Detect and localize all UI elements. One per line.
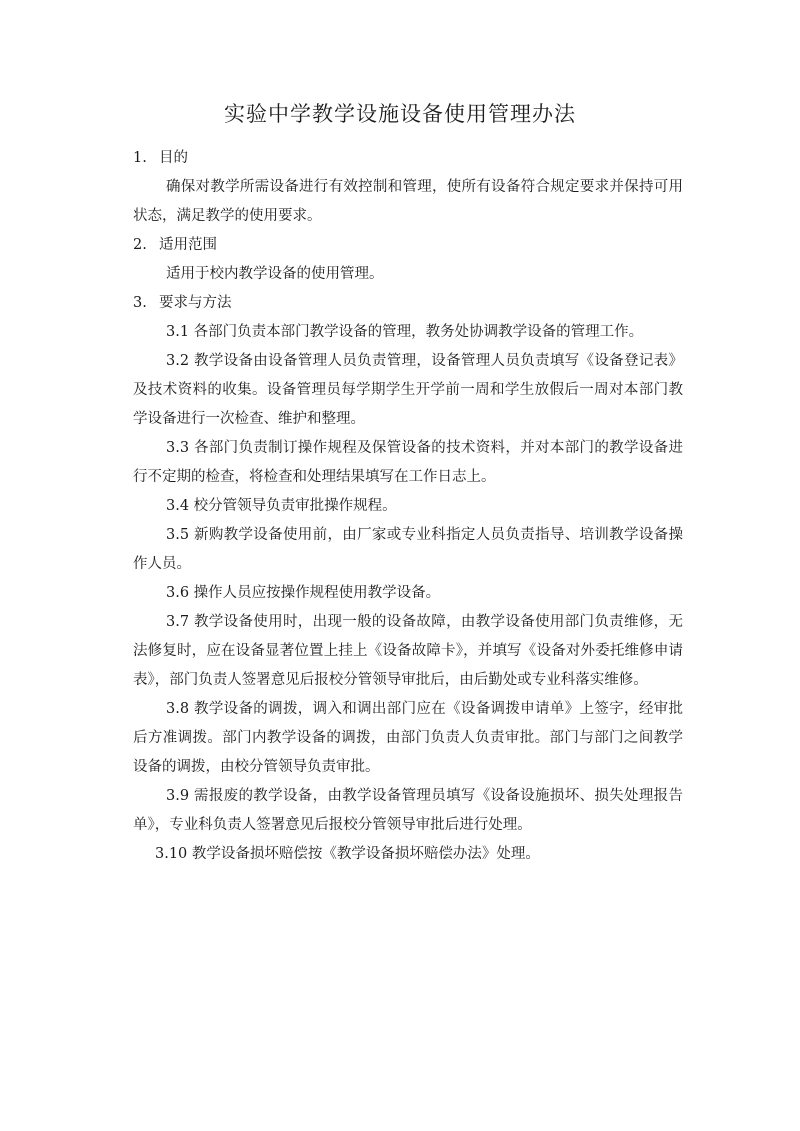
document-body <box>133 144 683 869</box>
paragraph-3-9: 3.9 需报废的教学设备，由教学设备管理员填写《设备设施损坏、损失处理报告单》，专业科负责人签署意见后报校分管领导审批后进行处理。 <box>133 788 683 833</box>
paragraph-3-1: 3.1 各部门负责本部门教学设备的管理，教务处协调教学设备的管理工作。 <box>166 324 644 340</box>
paragraph-3-2: 3.2 教学设备由设备管理人员负责管理，设备管理人员负责填写《设备登记表》及技术资料的收集。设备管理员每学期学生开学前一周和学生放假后一周对本部门教学设备进行一次检查、维护和整理。 <box>133 353 683 427</box>
document-title: 实验中学教学设施设备使用管理办法 <box>224 102 576 126</box>
paragraph-3-5: 3.5 新购教学设备使用前，由厂家或专业科指定人员负责指导、培训教学设备操作人员。 <box>133 527 683 572</box>
section-title: 适用范围 <box>159 237 217 253</box>
section-title: 目的 <box>159 150 188 166</box>
paragraph-3-7: 3.7 教学设备使用时，出现一般的设备故障，由教学设备使用部门负责维修，无法修复时，应在设备显著位置上挂上《设备故障卡》，并填写《设备对外委托维修申请表》，部门负责人签署意见后报校分管领导审批后，由后勤处或专业科落实维修。 <box>133 614 683 688</box>
paragraph-3-3: 3.3 各部门负责制订操作规程及保管设备的技术资料，并对本部门的教学设备进行不定期的检查，将检查和处理结果填写在工作日志上。 <box>133 440 683 485</box>
paragraph: 适用于校内教学设备的使用管理。 <box>166 266 384 282</box>
paragraph-3-6: 3.6 操作人员应按操作规程使用教学设备。 <box>166 585 441 601</box>
paragraph: 确保对教学所需设备进行有效控制和管理，使所有设备符合规定要求并保持可用状态，满足教学的使用要求。 <box>133 179 683 224</box>
section-title: 要求与方法 <box>159 295 232 311</box>
section-number: 3. <box>133 295 147 311</box>
section-number: 1. <box>133 150 147 166</box>
section-number: 2. <box>133 237 147 253</box>
section-heading-scope <box>133 231 683 260</box>
paragraph-3-10: 3.10 教学设备损坏赔偿按《教学设备损坏赔偿办法》处理。 <box>155 846 540 862</box>
section-heading-requirements <box>133 289 683 318</box>
section-heading-purpose <box>133 144 683 173</box>
paragraph-3-8: 3.8 教学设备的调拨，调入和调出部门应在《设备调拨申请单》上签字，经审批后方准调拨。部门内教学设备的调拨，由部门负责人负责审批。部门与部门之间教学设备的调拨，由校分管领导负责审批。 <box>133 701 683 775</box>
paragraph-3-4: 3.4 校分管领导负责审批操作规程。 <box>166 498 397 514</box>
